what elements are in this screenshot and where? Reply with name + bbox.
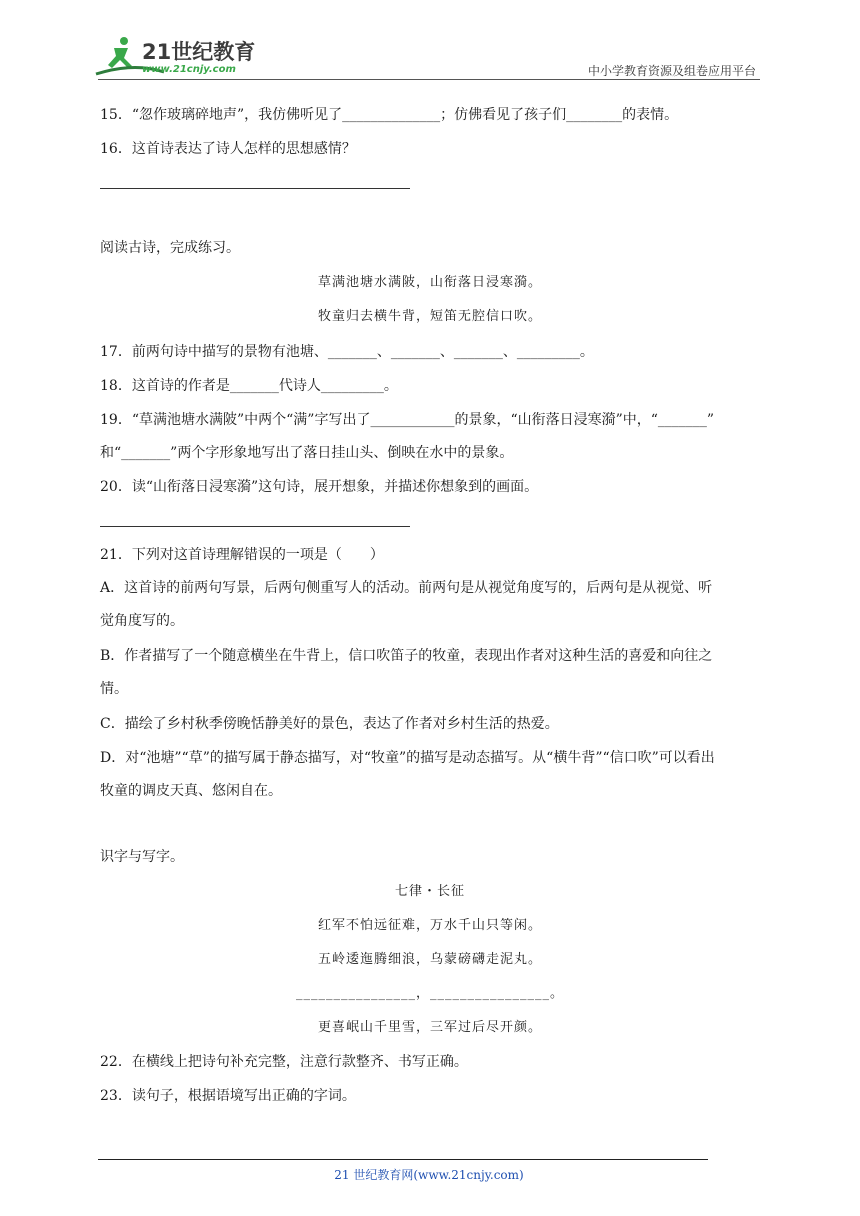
platform-name: 中小学教育资源及组卷应用平台	[587, 64, 756, 78]
answer-line-20	[100, 526, 410, 527]
poem-2-line-2: 五岭逶迤腾细浪，乌蒙磅礴走泥丸。	[317, 952, 542, 967]
option-a-line-2: 觉角度写的。	[100, 613, 184, 629]
section-intro-1: 阅读古诗，完成练习。	[100, 240, 240, 256]
answer-line-16	[100, 188, 410, 189]
option-d-line-1: D．对“池塘”“草”的描写属于静态描写，对“牧童”的描写是动态描写。从“横牛背”“信口吹”可以看出	[100, 750, 715, 766]
question-16: 16．这首诗表达了诗人怎样的思想感情？	[100, 141, 356, 157]
option-d-line-2: 牧童的调皮天真、悠闲自在。	[100, 783, 282, 799]
question-21: 21．下列对这首诗理解错误的一项是（ ）	[100, 547, 384, 563]
footer-divider	[98, 1159, 708, 1160]
header-divider	[98, 79, 760, 80]
option-b-line-2: 情。	[100, 681, 128, 697]
poem-1-line-2: 牧童归去横牛背，短笛无腔信口吹。	[317, 309, 542, 324]
footer-link[interactable]: 21 世纪教育网(www.21cnjy.com)	[334, 1168, 524, 1182]
poem-1-line-1: 草满池塘水满陂，山衔落日浸寒漪。	[317, 275, 542, 290]
poem-2-line-4: 更喜岷山千里雪，三军过后尽开颜。	[317, 1020, 542, 1035]
poem-2-line-3-blank: ________________，________________。	[295, 986, 564, 1001]
option-c: C．描绘了乡村秋季傍晚恬静美好的景色，表达了作者对乡村生活的热爱。	[100, 716, 559, 732]
logo-21cnjy	[94, 34, 264, 78]
option-b-line-1: B．作者描写了一个随意横坐在牛背上，信口吹笛子的牧童，表现出作者对这种生活的喜爱和向往之	[100, 648, 713, 664]
question-15: 15．“忽作玻璃碎地声”，我仿佛听见了______________；仿佛看见了孩子们________的表情。	[100, 107, 679, 123]
question-19-line-2: 和“_______”两个字形象地写出了落日挂山头、倒映在水中的景象。	[100, 445, 514, 461]
question-22: 22．在横线上把诗句补充完整，注意行款整齐、书写正确。	[100, 1054, 468, 1070]
question-18: 18．这首诗的作者是_______代诗人_________。	[100, 378, 398, 394]
section-intro-2: 识字与写字。	[100, 849, 184, 865]
option-a-line-1: A．这首诗的前两句写景，后两句侧重写人的活动。前两句是从视觉角度写的，后两句是从视觉、听	[100, 580, 713, 596]
question-23: 23．读句子，根据语境写出正确的字词。	[100, 1088, 356, 1104]
logo-url: www.21cnjy.com	[142, 64, 236, 75]
poem-2-title: 七律・长征	[394, 884, 465, 899]
question-17: 17．前两句诗中描写的景物有池塘、_______、_______、_______、_________。	[100, 344, 594, 360]
question-19-line-1: 19．“草满池塘水满陂”中两个“满”字写出了____________的景象，“山衔落日浸寒漪”中，“_______”	[100, 412, 715, 428]
logo-text: 21世纪教育	[142, 40, 256, 64]
poem-2-line-1: 红军不怕远征难，万水千山只等闲。	[317, 918, 542, 933]
question-20: 20．读“山衔落日浸寒漪”这句诗，展开想象，并描述你想象到的画面。	[100, 479, 539, 495]
